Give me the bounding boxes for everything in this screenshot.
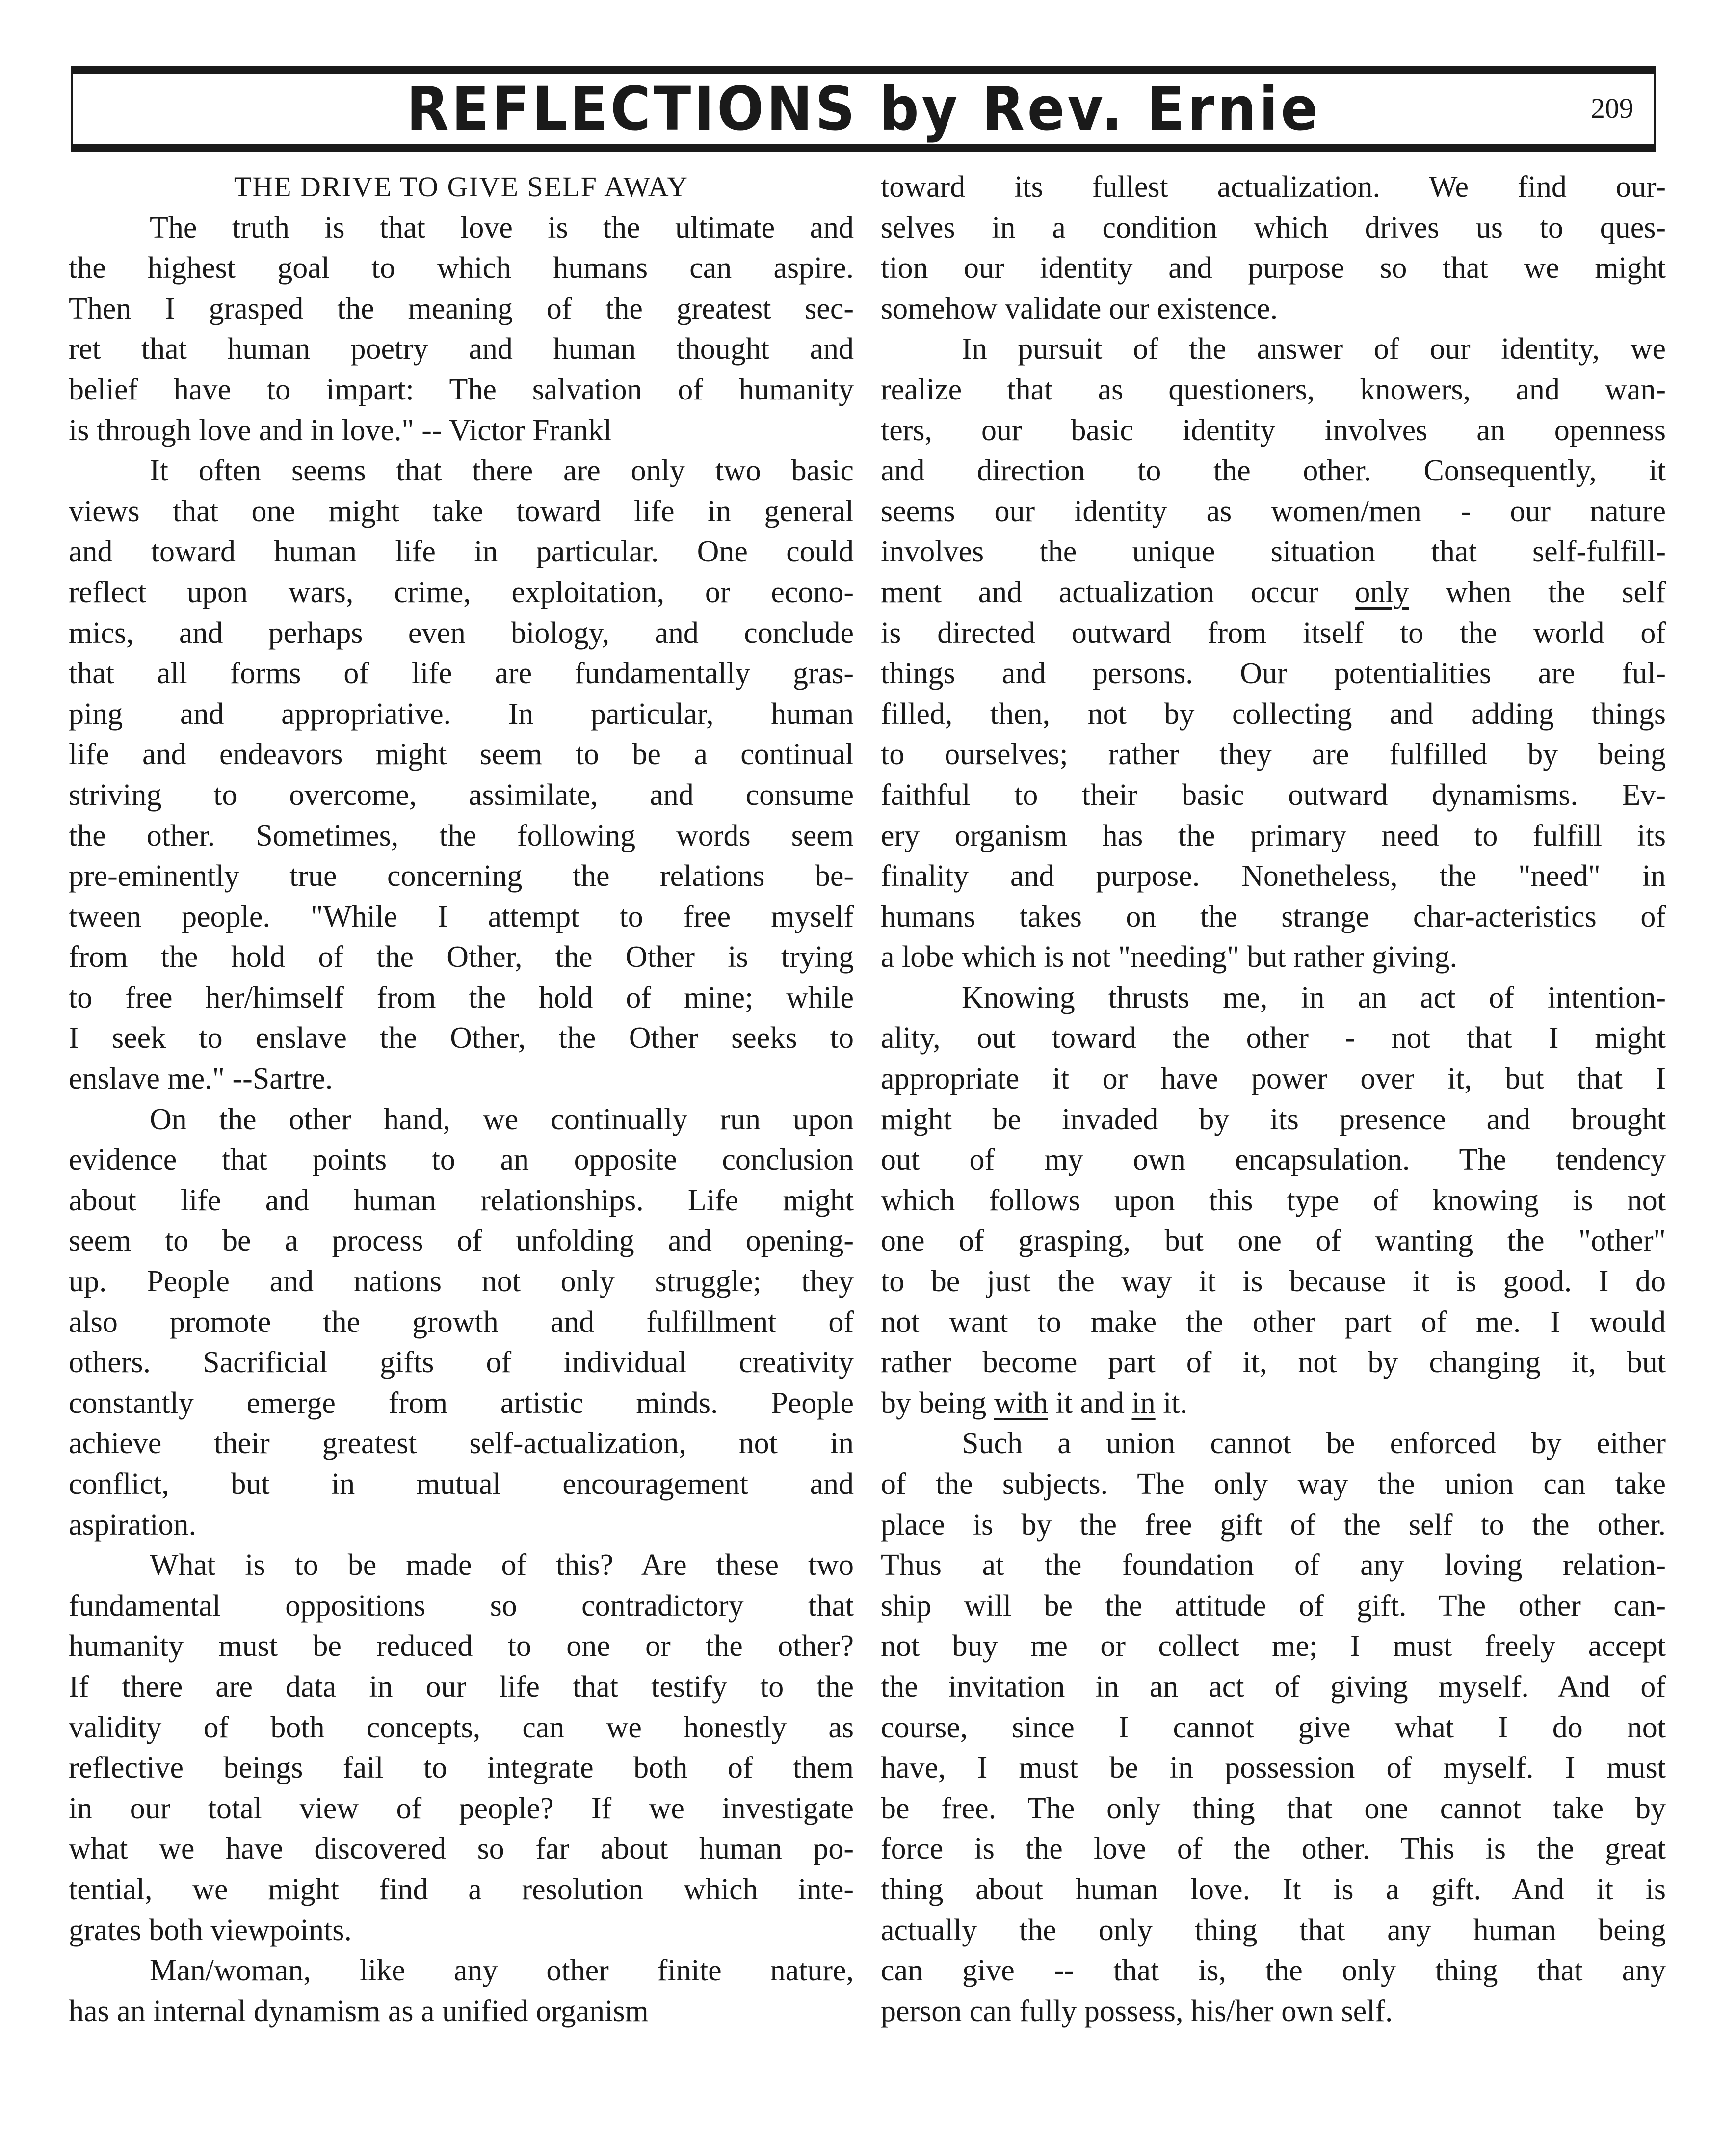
masthead-title: REFLECTIONS by Rev. Ernie — [406, 74, 1321, 144]
text-line: which follows upon this type of knowing is not — [881, 1183, 1666, 1217]
text-line: thing about human love. It is a gift. And it is — [881, 1872, 1666, 1906]
text-line: from the hold of the Other, the Other is trying — [69, 940, 854, 974]
text-line: Then I grasped the meaning of the greatest sec- — [69, 292, 854, 325]
text-line: humanity must be reduced to one or the other? — [69, 1629, 854, 1663]
masthead-banner — [71, 66, 1656, 152]
text-line: Knowing thrusts me, in an act of intention- — [962, 981, 1666, 1014]
text-line: actually the only thing that any human being — [881, 1913, 1666, 1947]
text-line: seems our identity as women/men - our nature — [881, 494, 1666, 528]
left-column — [69, 167, 854, 2031]
text-line: of the subjects. The only way the union can take — [881, 1467, 1666, 1501]
text-line: If there are data in our life that testify to the — [69, 1670, 854, 1704]
text-line: one of grasping, but one of wanting the "other" — [881, 1224, 1666, 1258]
text-line: person can fully possess, his/her own self. — [881, 1994, 1393, 2028]
text-line: is directed outward from itself to the world of — [881, 616, 1666, 650]
text-line: toward its fullest actualization. We find our- — [881, 170, 1666, 204]
text-line: humans takes on the strange char-acteristics of — [881, 900, 1666, 933]
underlined-word: only — [1355, 575, 1409, 609]
text-line: can give -- that is, the only thing that any — [881, 1954, 1666, 1988]
text-line: pre-eminently true concerning the relations be- — [69, 859, 854, 893]
paragraph — [69, 208, 854, 451]
text-line: to free her/himself from the hold of mine; while — [69, 981, 854, 1014]
text-line: On the other hand, we continually run upon — [150, 1102, 854, 1136]
text-line: Such a union cannot be enforced by either — [962, 1427, 1666, 1461]
text-line: what we have discovered so far about human po- — [69, 1832, 854, 1866]
text-line: ship will be the attitude of gift. The other can- — [881, 1589, 1666, 1623]
text-line: things and persons. Our potentialities are ful- — [881, 657, 1666, 691]
text-line: and direction to the other. Consequently, it — [881, 454, 1666, 488]
text-line: ment and actualization occur only when the self — [881, 575, 1666, 609]
text-line: to ourselves; rather they are fulfilled by being — [881, 738, 1666, 772]
text-line: others. Sacrificial gifts of individual creativity — [69, 1346, 854, 1380]
text-line: Thus at the foundation of any loving relation- — [881, 1548, 1666, 1582]
text-line: course, since I cannot give what I do not — [881, 1710, 1666, 1744]
text-line: tential, we might find a resolution which inte- — [69, 1872, 854, 1906]
text-line: In pursuit of the answer of our identity, we — [962, 332, 1666, 366]
text-line: ret that human poetry and human thought and — [69, 332, 854, 366]
text-line: faithful to their basic outward dynamisms. Ev- — [881, 778, 1666, 812]
text-line: grates both viewpoints. — [69, 1913, 352, 1947]
text-line: somehow validate our existence. — [881, 292, 1278, 325]
text-line: the other. Sometimes, the following words seem — [69, 819, 854, 852]
text-line: validity of both concepts, can we honestly as — [69, 1710, 854, 1744]
text-line: also promote the growth and fulfillment of — [69, 1305, 854, 1339]
text-line: the highest goal to which humans can aspire. — [69, 251, 854, 285]
text-line: reflective beings fail to integrate both of them — [69, 1751, 854, 1785]
right-column — [881, 167, 1666, 2031]
paragraph — [69, 451, 854, 1099]
text-line: seem to be a process of unfolding and opening- — [69, 1224, 854, 1258]
text-line: reflect upon wars, crime, exploitation, or econo- — [69, 575, 854, 609]
text-line: views that one might take toward life in general — [69, 494, 854, 528]
text-line: tion our identity and purpose so that we might — [881, 251, 1666, 285]
paragraph — [881, 1423, 1666, 2031]
text-line: ery organism has the primary need to fulfill its — [881, 819, 1666, 852]
text-line: have, I must be in possession of myself. I must — [881, 1751, 1666, 1785]
text-line: about life and human relationships. Life might — [69, 1183, 854, 1217]
text-line: Man/woman, like any other finite nature, — [150, 1954, 854, 1988]
paragraph — [69, 1545, 854, 1950]
text-line: the invitation in an act of giving myself. And of — [881, 1670, 1666, 1704]
text-line: life and endeavors might seem to be a continual — [69, 738, 854, 772]
left-column-body — [69, 208, 854, 2032]
text-line: selves in a condition which drives us to ques- — [881, 211, 1666, 244]
text-line: ters, our basic identity involves an openness — [881, 413, 1666, 447]
text-line: has an internal dynamism as a unified organism — [69, 1994, 649, 2028]
page-number: 209 — [1591, 92, 1633, 124]
text-line: and toward human life in particular. One could — [69, 535, 854, 569]
text-line: The truth is that love is the ultimate and — [150, 211, 854, 244]
text-line: ping and appropriative. In particular, human — [69, 697, 854, 731]
text-line: achieve their greatest self-actualization, not in — [69, 1427, 854, 1461]
paragraph — [881, 978, 1666, 1424]
underlined-word: with — [994, 1386, 1048, 1420]
text-line: tween people. "While I attempt to free myself — [69, 900, 854, 933]
text-line: aspiration. — [69, 1508, 196, 1542]
text-line: involves the unique situation that self-fulfill- — [881, 535, 1666, 569]
text-line: mics, and perhaps even biology, and conclude — [69, 616, 854, 650]
text-line: conflict, but in mutual encouragement and — [69, 1467, 854, 1501]
underlined-word: in — [1131, 1386, 1156, 1420]
article-heading: THE DRIVE TO GIVE SELF AWAY — [234, 171, 689, 203]
text-line: in our total view of people? If we investigate — [69, 1791, 854, 1825]
text-line: constantly emerge from artistic minds. People — [69, 1386, 854, 1420]
text-line: by being with it and in it. — [881, 1386, 1188, 1420]
text-line: rather become part of it, not by changing it, but — [881, 1346, 1666, 1380]
text-line: finality and purpose. Nonetheless, the "need" in — [881, 859, 1666, 893]
right-column-body — [881, 167, 1666, 2031]
paragraph — [69, 1099, 854, 1545]
text-line: force is the love of the other. This is the great — [881, 1832, 1666, 1866]
text-line: might be invaded by its presence and brought — [881, 1102, 1666, 1136]
text-line: is through love and in love." -- Victor Frankl — [69, 413, 612, 447]
text-line: appropriate it or have power over it, but that I — [881, 1062, 1666, 1096]
text-line: enslave me." --Sartre. — [69, 1062, 333, 1096]
text-line: belief have to impart: The salvation of humanity — [69, 373, 854, 406]
text-line: ality, out toward the other - not that I might — [881, 1021, 1666, 1055]
text-line: be free. The only thing that one cannot take by — [881, 1791, 1666, 1825]
text-line: fundamental oppositions so contradictory that — [69, 1589, 854, 1623]
text-line: filled, then, not by collecting and adding things — [881, 697, 1666, 731]
text-line: that all forms of life are fundamentally gras- — [69, 657, 854, 691]
text-line: I seek to enslave the Other, the Other seeks to — [69, 1021, 854, 1055]
text-line: out of my own encapsulation. The tendency — [881, 1143, 1666, 1177]
text-line: up. People and nations not only struggle; they — [69, 1265, 854, 1299]
text-line: What is to be made of this? Are these two — [150, 1548, 854, 1582]
text-line: place is by the free gift of the self to the other. — [881, 1508, 1666, 1542]
text-line: to be just the way it is because it is good. I do — [881, 1265, 1666, 1299]
text-line: It often seems that there are only two basic — [150, 454, 854, 488]
text-line: not buy me or collect me; I must freely accept — [881, 1629, 1666, 1663]
paragraph — [881, 329, 1666, 978]
paragraph — [69, 1950, 854, 2031]
text-line: evidence that points to an opposite conclusion — [69, 1143, 854, 1177]
text-line: striving to overcome, assimilate, and consume — [69, 778, 854, 812]
text-line: not want to make the other part of me. I would — [881, 1305, 1666, 1339]
text-line: a lobe which is not "needing" but rather giving. — [881, 940, 1457, 974]
text-line: realize that as questioners, knowers, and wan- — [881, 373, 1666, 406]
paragraph — [881, 167, 1666, 329]
